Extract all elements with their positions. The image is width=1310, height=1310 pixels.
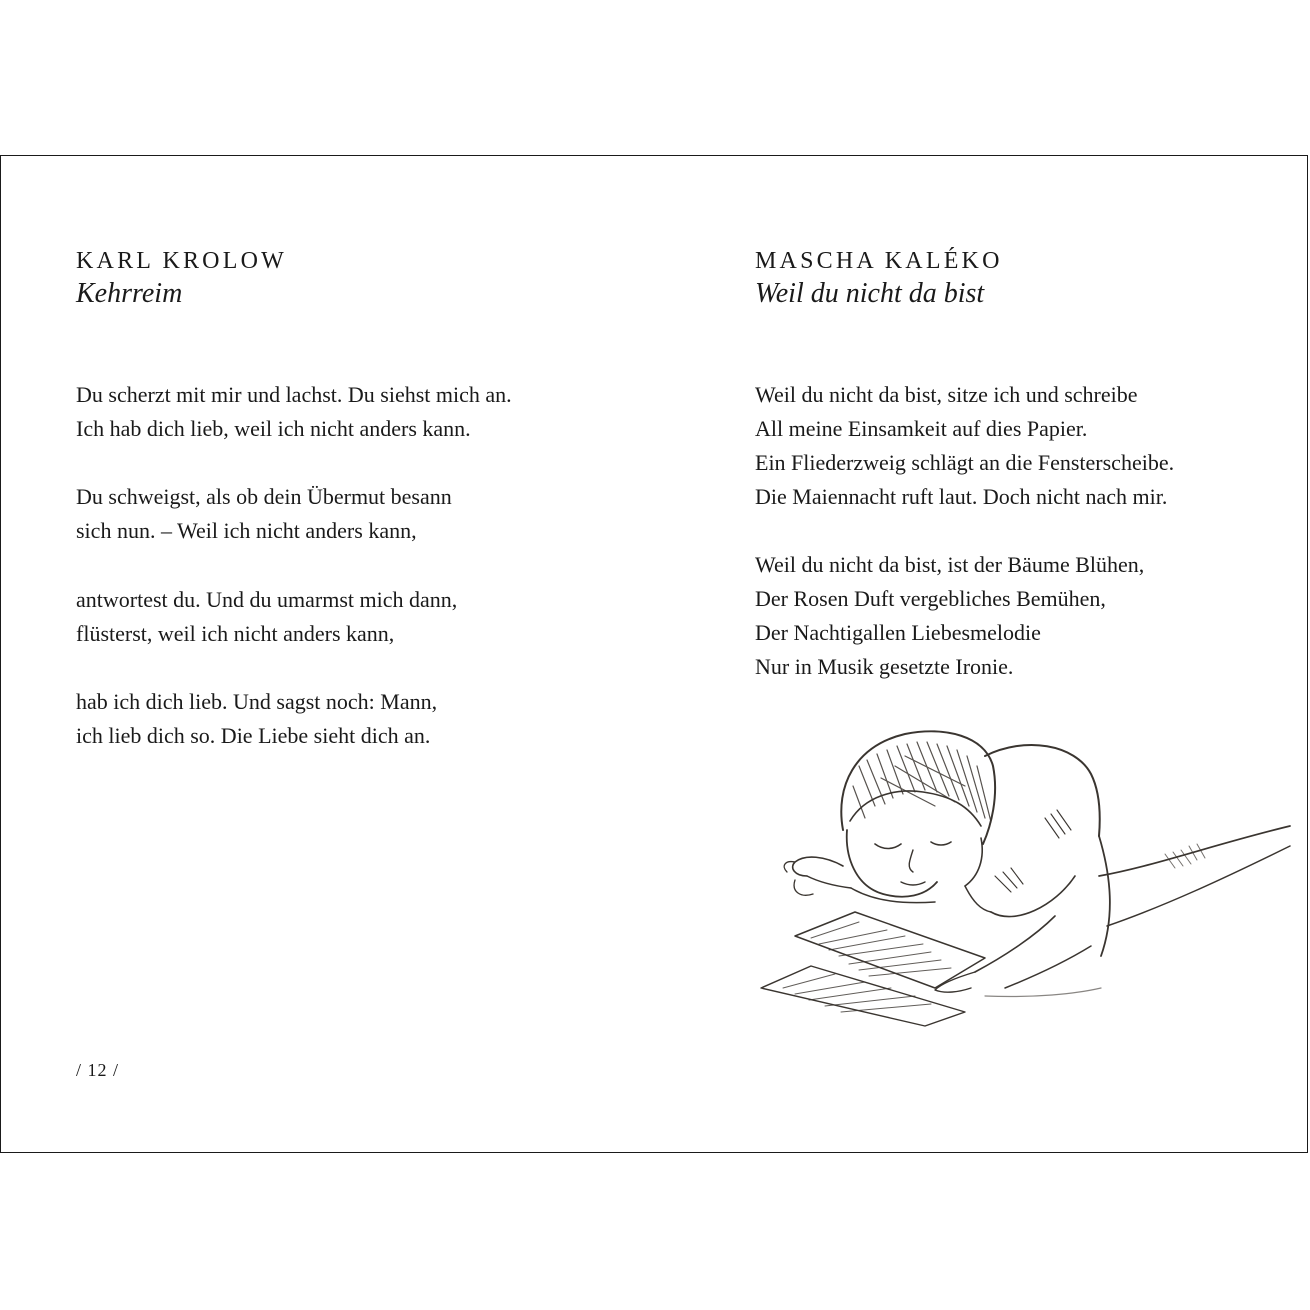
poem-line: Weil du nicht da bist, ist der Bäume Blühen, [755,552,1145,577]
right-poem-title: Weil du nicht da bist [755,278,985,309]
pencil-sketch-girl-reading-icon [755,726,1300,1036]
poem-line: All meine Einsamkeit auf dies Papier. [755,416,1088,441]
right-page [755,156,1295,1152]
poem-line: Die Maiennacht ruft laut. Doch nicht nach mir. [755,484,1168,509]
left-poem-title: Kehrreim [76,278,183,309]
poem-line: flüsterst, weil ich nicht anders kann, [76,621,395,646]
left-author: KARL KROLOW [76,248,287,274]
poem-line: Weil du nicht da bist, sitze ich und schreibe [755,382,1138,407]
poem-line: antwortest du. Und du umarmst mich dann, [76,587,458,612]
left-stanza-3 [76,583,457,651]
poem-line: sich nun. – Weil ich nicht anders kann, [76,518,417,543]
book-spread [0,155,1308,1153]
poem-line: Der Nachtigallen Liebesmelodie [755,620,1041,645]
left-stanza-4 [76,685,437,753]
poem-line: Der Rosen Duft vergebliches Bemühen, [755,586,1106,611]
page-number: / 12 / [76,1060,120,1080]
right-stanza-1 [755,378,1174,514]
poem-line: Nur in Musik gesetzte Ironie. [755,654,1014,679]
right-author: MASCHA KALÉKO [755,248,1003,274]
poem-line: Ich hab dich lieb, weil ich nicht anders kann. [76,416,471,441]
poem-line: Ein Fliederzweig schlägt an die Fensterscheibe. [755,450,1175,475]
poem-line: hab ich dich lieb. Und sagst noch: Mann, [76,689,438,714]
left-stanza-1 [76,378,512,446]
poem-line: ich lieb dich so. Die Liebe sieht dich an. [76,723,431,748]
right-stanza-2 [755,548,1144,684]
poem-line: Du schweigst, als ob dein Übermut besann [76,484,452,509]
left-page [76,156,636,1152]
poem-line: Du scherzt mit mir und lachst. Du siehst mich an. [76,382,512,407]
left-stanza-2 [76,480,452,548]
